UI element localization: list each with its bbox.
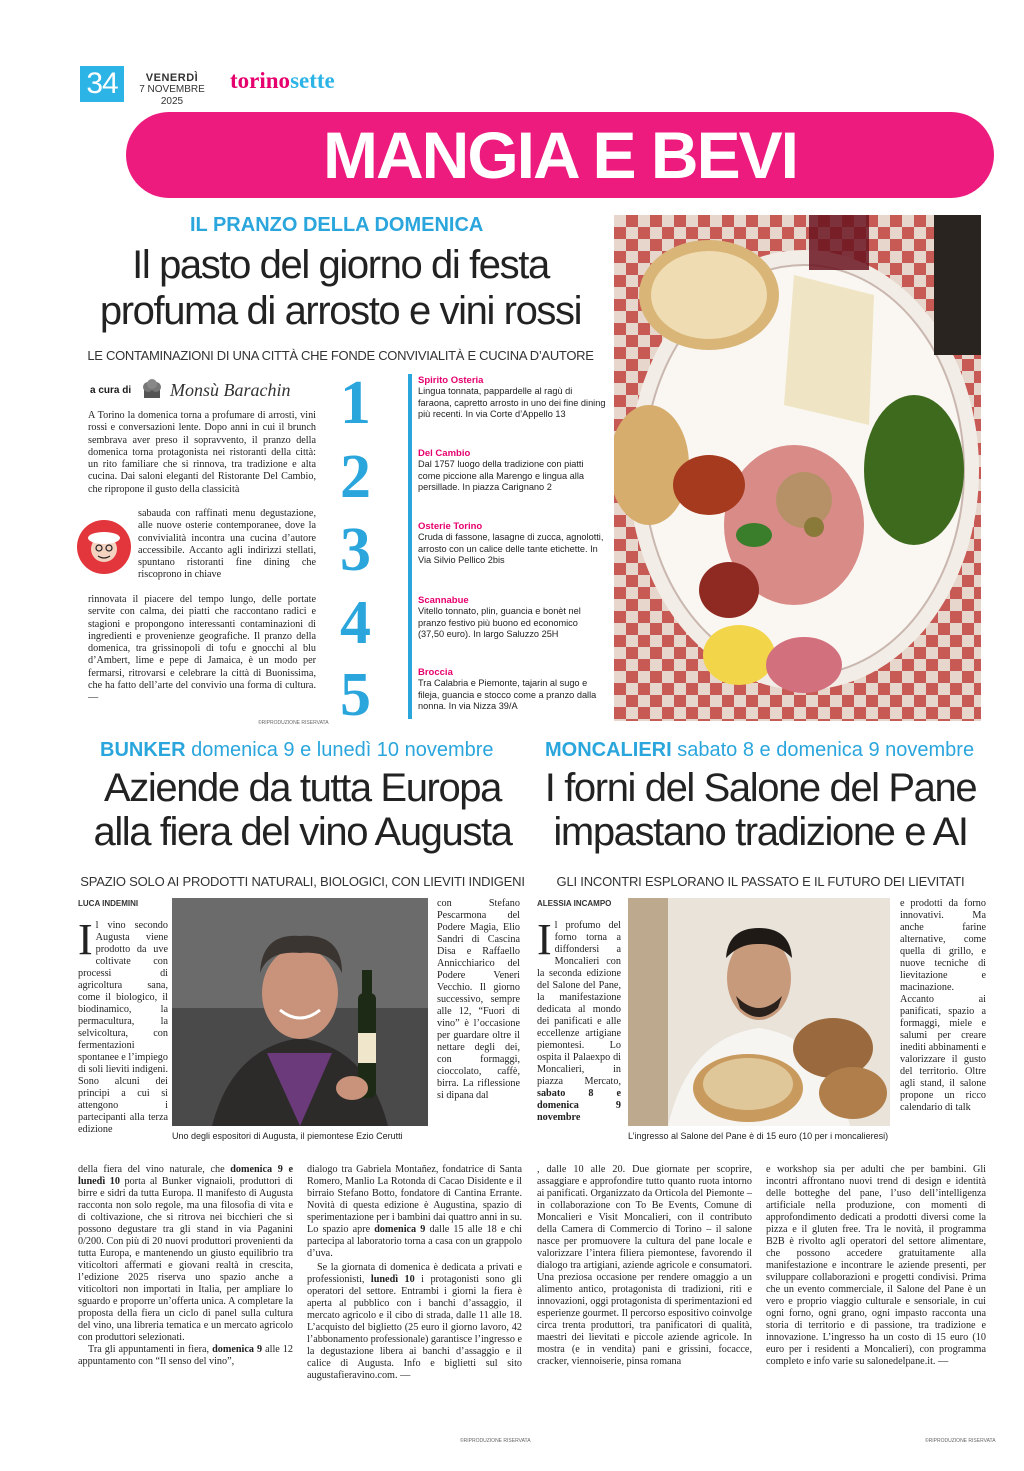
issue-date-text: 7 NOVEMBRE 2025 <box>139 84 205 107</box>
left-subhead: SPAZIO SOLO AI PRODOTTI NATURALI, BIOLOGICI, CON LIEVITI INDIGENI <box>80 874 525 889</box>
right-subhead: GLI INCONTRI ESPLORANO IL PASSATO E IL FUTURO DEI LIEVITATI <box>556 874 965 889</box>
author-signature: Monsù Barachin <box>170 380 291 400</box>
left-photo-caption: Uno degli espositori di Augusta, il piemontese Ezio Cerutti <box>172 1131 403 1141</box>
copyright-right: ©RIPRODUZIONE RISERVATA <box>925 1438 996 1444</box>
rank-number-2: 2 <box>340 443 371 511</box>
left-kicker: BUNKER domenica 9 e lunedì 10 novembre <box>100 739 494 761</box>
intro-text-c: rinnovata il piacere del tempo lungo, delle portate servite con calma, dei piatti che raccontano radici e stagioni e propongono interessanti contaminazioni di ingredienti e provenienze geografiche. Il pranzo della domenica, tra grissinopoli di tofu e gnocchi al blu d’Ambert, lime e pepe di Jamaica, è un modo per fermarsi, ritrovarsi e celebrare la città di Buonissima, che ha fatto dell’arte del convivio una forma di cultura. — <box>88 594 316 704</box>
left-col-2-cont: dialogo tra Gabriela Montañez, fondatrice di Santa Romero, Manlio La Rotonda di Cacao Disidente e il birraio Stefano Botto, fondatore di Cantina Errante. Novità di questa edizione è Augustina, spazio di sperimentazione per i bambini dai quattro anni in su. Lo spazio apre domenica 9 dalle 15 alle 18 e chi partecipa al laboratorio torna a casa con un grappolo d’uva. Se la giornata di domenica è dedicata a privati e professionisti, lunedì 10 i protagonisti sono gli operatori del settore. Entrambi i giorni la fiera è aperta al pubblico con i banchi d’assaggio, il mercato agricolo e il cibo di strada, dalle 11 alle 18. L’acquisto del biglietto (25 euro il giorno lavoro, 42 l’abbonamento professionale) garantisce l’ingresso e la degustazione libera ai banchi d’assaggio e il calice di Augusta. Info e biglietti sul sito augustafieravino.com. — <box>307 1164 522 1381</box>
copyright-top: ©RIPRODUZIONE RISERVATA <box>258 720 329 726</box>
intro-text: A Torino la domenica torna a profumare di arrosti, vini rossi e conversazioni lente. Dopo anni in cui il brunch sembrava aver preso il sopravvento, il pranzo della domenica torna protagonista nei ristoranti della città: un rito familiare che si rinnova, tra tradizione e alta cucina. Dai saloni eleganti del Ristorante Del Cambio, che ripropone il gusto della classicità <box>88 410 316 495</box>
list-item: Osterie Torino Cruda di fassone, lasagne di zucca, agnolotti, arrosto con un calice delle tante etichette. In Via Silvio Pellico 2bis <box>418 521 604 565</box>
right-photo-caption: L’ingresso al Salone del Pane è di 15 euro (10 per i moncalieresi) <box>628 1131 889 1141</box>
copyright-left: ©RIPRODUZIONE RISERVATA <box>460 1438 531 1444</box>
list-divider <box>408 374 412 719</box>
rank-number-1: 1 <box>340 369 371 437</box>
top-kicker: IL PRANZO DELLA DOMENICA <box>190 214 484 236</box>
issue-day: VENERDÌ <box>145 72 199 84</box>
intro-text-b: sabauda con raffinati menu degustazione, alle nuove osterie contemporanee, dove la convivialità incontra una cucina d’autore accessibile. Accanto agli indirizzi stellati, spuntano ristoranti fine dining che riscoprono in chiave <box>138 508 316 581</box>
section-banner: MANGIA E BEVI <box>126 112 994 198</box>
right-col-3-cont: e workshop sia per adulti che per bambini. Gli incontri affrontano nuovi trend di design e identità delle botteghe del pane, l’uso dell’intelligenza artificiale nella produzione, con momenti di approfondimento dedicati a prodotti diversi come la pizza e il gluten free. Tra le novità, il programma B2B è rivolto agli operatori del settore alimentare, che possono accedere gratuitamente alla manifestazione e incontrare le aziende presenti, per sviluppare collaborazioni e progetti condivisi. Prima che un evento commerciale, il Salone del Pane è un vero e proprio viaggio culturale e sensoriale, in cui ogni forno, ogni grano, ogni impasto racconta una storia di territorio e di passione, tra tradizione e innovazione. L’ingresso ha un costo di 15 euro (10 euro per i residenti a Moncalieri), con programma completo e info varie su salonedelpane.it. — <box>766 1164 986 1367</box>
left-byline: LUCA INDEMINI <box>78 899 139 908</box>
torinosette-logo: torinosette <box>230 68 335 93</box>
list-item: Broccia Tra Calabria e Piemonte, tajarin al sugo e fileja, guancia e stocco come a pranzo dalla nonna. In via Nizza 39/A <box>418 667 597 711</box>
right-byline: ALESSIA INCAMPO <box>537 899 612 908</box>
list-item: Del Cambio Dal 1757 luogo della tradizione con piatti come piccione alla Marengo e lingua alla persillade. In piazza Carignano 2 <box>418 448 584 492</box>
page-number: 34 <box>80 66 124 102</box>
list-item: Scannabue Vitello tonnato, plin, guancia e bonèt nel pranzo festivo più buono ed economico (37,50 euro). In largo Saluzzo 25H <box>418 595 581 639</box>
curated-by: a cura di <box>90 385 132 396</box>
chef-hat-icon <box>140 378 164 402</box>
author-caricature <box>76 519 132 575</box>
left-col-1-cont: della fiera del vino naturale, che domenica 9 e lunedì 10 porta al Bunker vignaioli, produttori di birre e sidri da tutta Europa. Il manifesto di Augusta racconta non solo regole, ma una filosofia di vita e di coltivazione, che si ritrova nei bicchieri che si possono degustare tra gli stand in via Paganini 0/200. Con più di 20 nuovi produttori provenienti da tutta Europa, e mantenendo un giusto equilibrio tra viticoltori affermati e giovani realtà in crescita, l’edizione 2025 riserva uno spazio anche a viticoltori non importati in Italia, per ampliare lo sguardo e proporre un’offerta unica. A completare la proposta della fiera un ciclo di panel sulla cultura del vino, una libreria tematica e un mercato agricolo con produttori selezionati. Tra gli appuntamenti in fiera, domenica 9 alle 12 appuntamento con “Il senso del vino”, <box>78 1164 293 1367</box>
right-col-1-cont: , dalle 10 alle 20. Due giornate per scoprire, assaggiare e approfondire tutto quanto ruota intorno ai panificati. Organizzato da Orticola del Piemonte – in collaborazione con To Be Events, Comune di Moncalieri e Visit Moncalieri, con il contributo della Camera di Commercio di Torino – il salone nasce per promuovere la cultura del pane locale e valorizzare l’intera filiera piemontese, favorendo il dialogo tra artigiani, aziende agricole e consumatori. Una preziosa occasione per rendere omaggio a un alimento antico, protagonista di tradizioni, riti e innovazioni, oggi protagonista di sperimentazioni ed esperienze gourmet. Il percorso espositivo coinvolge circa trenta produttori, tra panificatori di qualità, maestri dei lievitati e piccole aziende agricole. In mostra (e in vendita) pani e grissini, focacce, cracker, viennoiserie, pinsa romana <box>537 1164 753 1367</box>
right-kicker: MONCALIERI sabato 8 e domenica 9 novembre <box>545 739 975 761</box>
left-col-1: Il vino secondo Augusta viene prodotto da uve coltivate con processi di agricoltura sana, come il biologico, il biodinamico, la permacultura, la selvicoltura, con fermentazioni spontanee e l’impiego di soli lieviti indigeni. Sono alcuni dei principi a cui si attengono i partecipanti alla terza edizione <box>78 915 168 1135</box>
food-plate-photo <box>614 215 981 721</box>
right-headline: I forni del Salone del Pane impastano tradizione e AI <box>544 766 977 854</box>
issue-date <box>130 72 214 108</box>
exhibitor-photo <box>172 898 428 1126</box>
rank-number-3: 3 <box>340 516 371 584</box>
rank-number-5: 5 <box>340 661 371 729</box>
rank-number-4: 4 <box>340 589 371 657</box>
list-item: Spirito Osteria Lingua tonnata, pappardelle al ragù di faraona, capretto arrosto in uno dei fine dining più recenti. In via Corte d’Appello 13 <box>418 375 606 419</box>
left-headline: Aziende da tutta Europa alla fiera del vino Augusta <box>93 766 512 854</box>
left-col-2: con Stefano Pescarmona del Podere Magia, Elio Sandri di Cascina Disa e Raffaello Annicchiarico del Podere Veneri Vecchio. Il giorno successivo, sempre alle 12, “Fuori di vino” è l’occasione per guardare oltre il nettare degli dei, con formaggi, cioccolato, caffè, birra. La riflessione si dipana dal <box>437 898 520 1101</box>
right-col-3: e prodotti da forno innovativi. Ma anche farine alternative, come quella di grillo, e nuove tecniche di lievitazione e macinazione. Accanto ai panificati, spazio a formaggi, miele e salumi per creare inediti abbinamenti e valorizzare il gusto del territorio. Oltre agli stand, il salone propone un ricco calendario di talk <box>900 898 987 1113</box>
baker-photo <box>628 898 890 1126</box>
top-subhead: LE CONTAMINAZIONI DI UNA CITTÀ CHE FONDE CONVIVIALITÀ E CUCINA D’AUTORE <box>87 348 594 363</box>
top-headline: Il pasto del giorno di festa profuma di arrosto e vini rossi <box>99 243 582 333</box>
right-col-1: Il profumo del forno torna a diffondersi a Moncalieri con la seconda edizione del Salone del Pane, la manifestazione dedicata al mondo dei panificati e alle eccellenze artigiane piemontesi. Lo ospita il Palaexpo di Moncalieri, in piazza Mercato, sabato 8 e domenica 9 novembre <box>537 915 621 1123</box>
